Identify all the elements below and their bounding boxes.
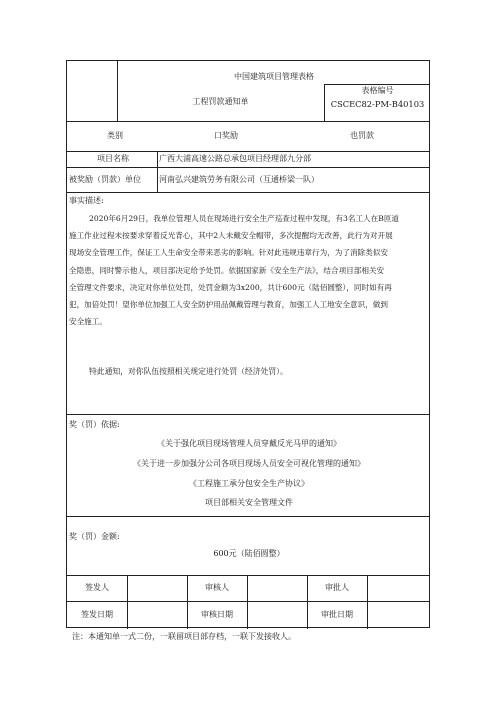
project-name-value: 广西大浦高速公路总承包项目经理部九分部: [159, 154, 311, 163]
category-penalty-option: 也罚款: [350, 131, 374, 140]
penalized-unit-label: 被奖励（罚款）单位: [69, 175, 141, 184]
basis-item: 《关于强化项目现场管理人员穿戴反光马甲的通知》: [157, 439, 341, 448]
basis-item: 《工程施工承分包安全生产协议》: [189, 479, 309, 488]
basis-item: 项目部相关安全管理文件: [205, 498, 293, 507]
project-name-label: 项目名称: [97, 154, 129, 163]
org-form-title: 中国建筑项目管理表格: [234, 72, 314, 81]
rule: [67, 167, 429, 168]
category-reward-option: 口奖励: [214, 131, 238, 140]
rule: [67, 516, 429, 517]
facts-label: 事实描述:: [69, 196, 104, 205]
rule: [247, 575, 248, 629]
basis-item: 《关于进一步加强分公司各项目现场人员安全可视化管理的通知》: [133, 459, 365, 468]
form-title: 工程罚款通知单: [192, 97, 249, 106]
basis-label: 奖（罚）依据:: [69, 420, 120, 429]
review-date-label: 审核日期: [201, 610, 233, 619]
facts-body: [69, 210, 429, 330]
penalty-notice-form: [66, 60, 430, 628]
facts-line: 全隐患，同时警示他人，项目部决定给予处罚。依据国家新《安全生产法》，结合项目部相关安: [69, 265, 385, 275]
facts-line: 现场安全管理工作，保证工人生命安全带来恶劣的影响。针对此违规违章行为，为了消除类似安: [69, 248, 388, 258]
reviewer-label: 审核人: [205, 583, 229, 592]
rule: [67, 192, 429, 193]
amount-value: 600元（陆佰圆整）: [213, 549, 285, 558]
issuer-label: 签发人: [85, 583, 109, 592]
form-number-label: 表格编号: [361, 86, 394, 95]
facts-line: 施工作业过程未按要求穿着反光背心，其中2人未戴安全帽带，多次提醒均无改善，此行为对开展: [69, 231, 393, 241]
rule: [117, 61, 118, 121]
facts-closing: 特此通知，对你队伍按照相关规定进行处罚（经济处罚）。: [89, 367, 288, 376]
rule: [67, 601, 429, 602]
rule: [67, 575, 429, 576]
rule: [127, 575, 128, 629]
rule: [157, 151, 158, 192]
rule: [324, 84, 429, 85]
facts-line: 安全施工。: [69, 317, 107, 327]
amount-label: 奖（罚）金额:: [69, 532, 120, 541]
rule: [67, 414, 429, 415]
rule: [67, 151, 429, 152]
approve-date-label: 审批日期: [321, 610, 353, 619]
facts-line: 2020年6月29日，我单位管理人员在现场进行安全生产巡查过程中发现，有3名工人在B匝道: [89, 214, 400, 223]
facts-line: 全管理文件要求，决定对你单位处罚，处罚金额为3x200，共计600元（陆佰圆整），同时如有再: [69, 282, 392, 292]
form-number: CSCEC82-PM-B40103: [330, 99, 425, 109]
rule: [67, 121, 429, 122]
issue-date-label: 签发日期: [81, 610, 113, 619]
penalized-unit-value: 河南弘兴建筑劳务有限公司（互通桥梁一队）: [159, 175, 319, 184]
footnote: 注：本通知单一式二份，一联留项目部存档，一联下发接收人。: [72, 632, 296, 641]
approver-label: 审批人: [325, 583, 349, 592]
category-label: 类别: [107, 131, 123, 140]
rule: [367, 575, 368, 629]
facts-line: 犯，加倍处罚！望你单位加强工人安全防护用品佩戴管理与教育，加强工人工地安全意识，做到: [69, 300, 388, 310]
